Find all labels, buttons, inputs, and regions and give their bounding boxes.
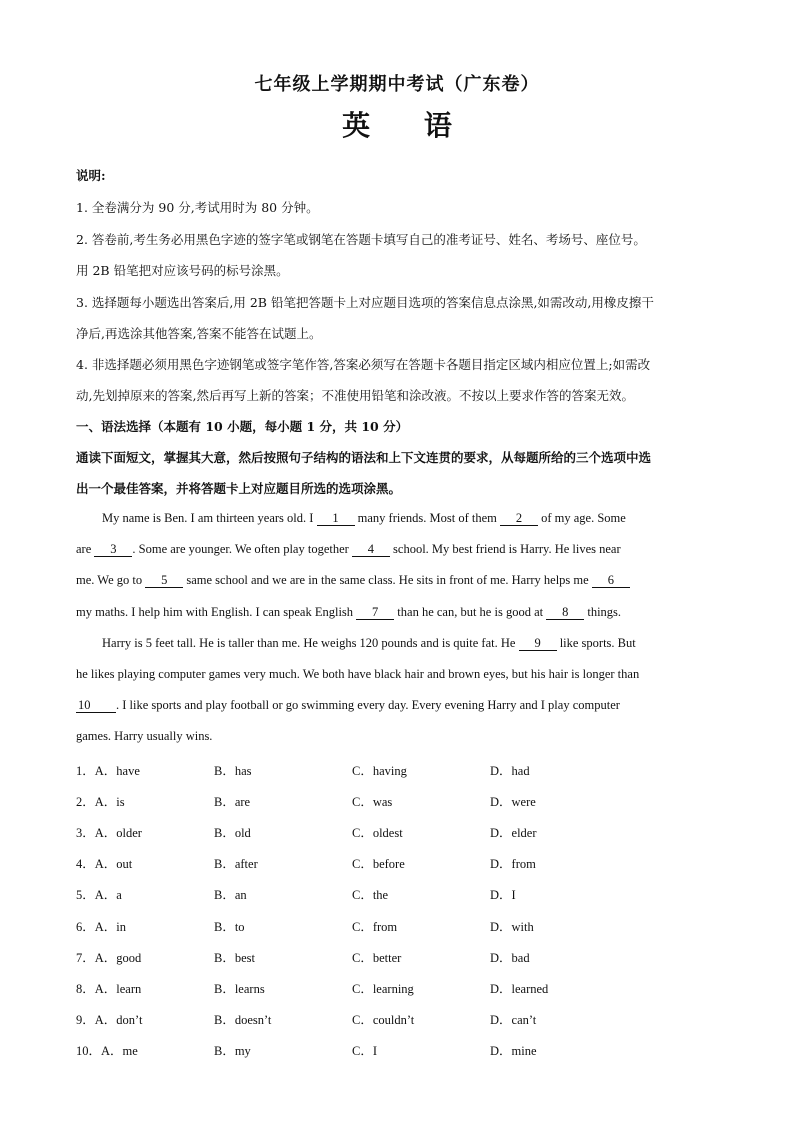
passage-line	[76, 511, 720, 526]
passage-text: many friends. Most of them	[354, 511, 500, 525]
passage-text: me. We go to	[76, 573, 146, 587]
option-a: 1．A．have	[76, 764, 140, 778]
passage-text: . Some are younger. We often play together	[132, 542, 352, 556]
instruction-line: 2. 答卷前,考生务必用黑色字迹的签字笔或钢笔在答题卡填写自己的准考证号、姓名、考场号、座位号。	[76, 232, 646, 247]
option-a: 6．A．in	[76, 920, 127, 934]
instruction-line: 用 2B 铅笔把对应该号码的标号涂黑。	[76, 263, 289, 278]
option-b: B．doesn’t	[214, 1013, 272, 1027]
option-b: B．are	[214, 795, 251, 809]
option-d: D．I	[490, 888, 516, 902]
option-d: D．can’t	[490, 1013, 537, 1027]
blank: 2	[500, 512, 538, 526]
passage-text: . I like sports and play football or go swimming every day. Every evening Harry and I play computer	[116, 698, 620, 712]
section-directions: 出一个最佳答案，并将答题卡上对应题目所选的选项涂黑。	[76, 481, 402, 496]
passage-text: Harry is 5 feet tall. He is taller than me. He weighs 120 pounds and is quite fat. He	[102, 636, 519, 650]
option-d: D．elder	[490, 826, 537, 840]
option-b: B．old	[214, 826, 251, 840]
question-row	[76, 823, 720, 841]
option-d: D．had	[490, 764, 530, 778]
blank: 3	[94, 543, 132, 557]
option-a: 4．A．out	[76, 857, 133, 871]
option-b: B．learns	[214, 982, 265, 996]
option-c: C．oldest	[352, 826, 403, 840]
instruction-line: 净后,再选涂其他答案,答案不能答在试题上。	[76, 326, 322, 341]
blank: 10	[76, 699, 116, 713]
question-row	[76, 917, 720, 935]
passage-text: of my age. Some	[538, 511, 626, 525]
option-c: C．I	[352, 1044, 378, 1058]
passage-text: things.	[584, 605, 622, 619]
passage-line	[76, 605, 720, 620]
section-heading: 一、语法选择（本题有 10 小题，每小题 1 分，共 10 分）	[76, 419, 409, 434]
option-b: B．has	[214, 764, 252, 778]
question-row	[76, 854, 720, 872]
option-c: C．the	[352, 888, 389, 902]
passage-line	[76, 542, 720, 557]
question-row	[76, 792, 720, 810]
blank: 1	[317, 512, 355, 526]
option-b: B．an	[214, 888, 247, 902]
blank: 9	[519, 637, 557, 651]
blank: 5	[145, 574, 183, 588]
blank: 4	[352, 543, 390, 557]
option-b: B．after	[214, 857, 258, 871]
option-a: 7．A．good	[76, 951, 142, 965]
option-a: 3．A．older	[76, 826, 142, 840]
passage-text: than he can, but he is good at	[394, 605, 547, 619]
passage-line: he likes playing computer games very much. We both have black hair and brown eyes, but his hair is longer than	[76, 667, 640, 681]
passage-line	[76, 698, 720, 713]
option-a: 5．A．a	[76, 888, 122, 902]
option-c: C．learning	[352, 982, 414, 996]
option-b: B．best	[214, 951, 255, 965]
option-d: D．were	[490, 795, 536, 809]
blank: 7	[356, 606, 394, 620]
passage-line	[76, 573, 720, 588]
instruction-line: 4. 非选择题必须用黑色字迹钢笔或签字笔作答,答案必须写在答题卡各题目指定区域内相应位置上;如需改	[76, 357, 651, 372]
blank: 8	[546, 606, 584, 620]
question-row	[76, 948, 720, 966]
option-d: D．bad	[490, 951, 530, 965]
option-b: B．to	[214, 920, 245, 934]
option-a: 9．A．don’t	[76, 1013, 143, 1027]
option-c: C．from	[352, 920, 398, 934]
option-c: C．having	[352, 764, 407, 778]
option-c: C．better	[352, 951, 402, 965]
blank: 6	[592, 574, 630, 588]
passage-text: like sports. But	[556, 636, 636, 650]
passage-line: games. Harry usually wins.	[76, 729, 213, 743]
option-b: B．my	[214, 1044, 251, 1058]
question-row	[76, 1010, 720, 1028]
option-d: D．learned	[490, 982, 549, 996]
option-a: 8．A．learn	[76, 982, 142, 996]
option-a: 10．A．me	[76, 1044, 138, 1058]
question-row	[76, 885, 720, 903]
question-row	[76, 1041, 720, 1059]
option-d: D．with	[490, 920, 534, 934]
option-c: C．before	[352, 857, 405, 871]
exam-title: 七年级上学期期中考试（广东卷）	[254, 74, 540, 95]
question-row	[76, 979, 720, 997]
instruction-line: 3. 选择题每小题选出答案后,用 2B 铅笔把答题卡上对应题目选项的答案信息点涂黑,如需改动,用橡皮擦干	[76, 295, 654, 310]
section-directions: 通读下面短文，掌握其大意，然后按照句子结构的语法和上下文连贯的要求，从每题所给的三个选项中选	[76, 450, 652, 465]
option-d: D．from	[490, 857, 536, 871]
option-a: 2．A．is	[76, 795, 125, 809]
passage-line	[76, 636, 720, 651]
passage-text: my maths. I help him with English. I can speak English	[76, 605, 357, 619]
option-c: C．was	[352, 795, 393, 809]
passage-text: school. My best friend is Harry. He lives near	[389, 542, 621, 556]
instructions-heading: 说明:	[76, 168, 106, 183]
question-row	[76, 761, 720, 779]
passage-text: same school and we are in the same class. He sits in front of me. Harry helps me	[183, 573, 592, 587]
instruction-line: 1. 全卷满分为 90 分,考试用时为 80 分钟。	[76, 200, 319, 215]
instruction-line: 动,先划掉原来的答案,然后再写上新的答案；不准使用铅笔和涂改液。不按以上要求作答的答案无效。	[76, 388, 634, 403]
passage-text: My name is Ben. I am thirteen years old. I	[102, 511, 317, 525]
option-d: D．mine	[490, 1044, 537, 1058]
passage-text: are	[76, 542, 95, 556]
option-c: C．couldn’t	[352, 1013, 415, 1027]
subject-title: 英 语	[342, 109, 474, 142]
